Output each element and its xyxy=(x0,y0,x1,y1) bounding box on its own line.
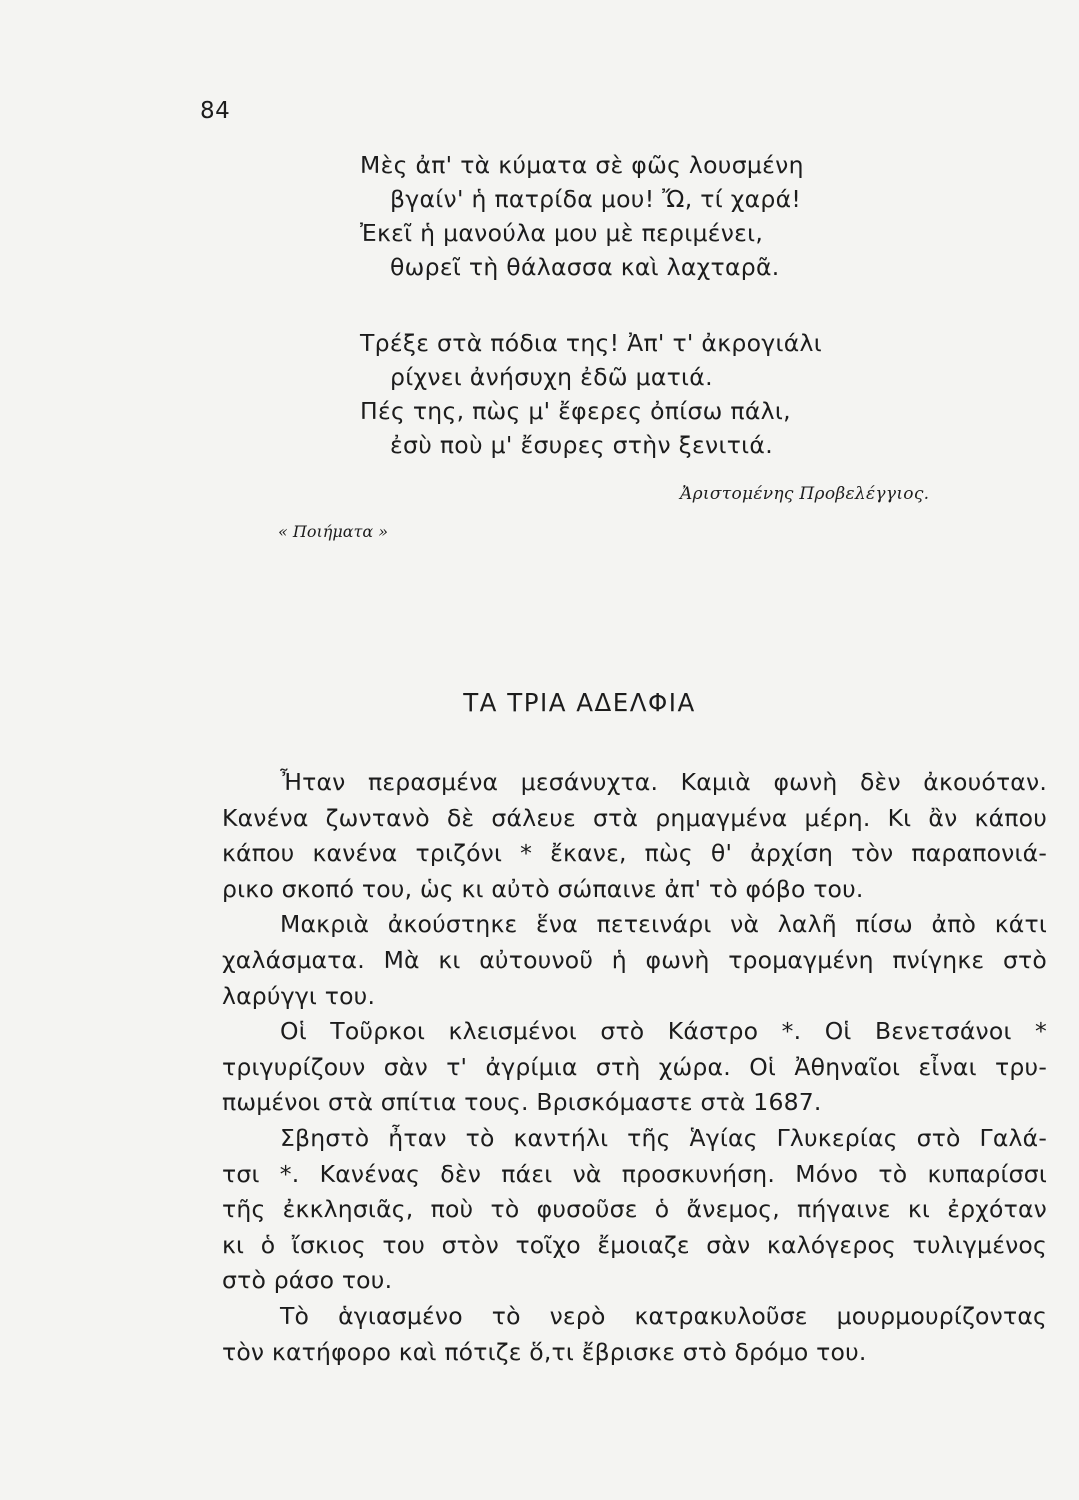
story-title: ΤΑ ΤΡΙΑ ΑΔΕΛΦΙΑ xyxy=(463,688,696,717)
prose-line: Σβηστὸ ἦταν τὸ καντήλι τῆς Ἁγίας Γλυκερίας στὸ Γαλά- xyxy=(280,1123,1047,1152)
prose-line: κι ὁ ἴσκιος του στὸν τοῖχο ἔμοιαζε σὰν καλόγερος τυλιγμένος xyxy=(222,1230,1047,1259)
poem-author: Ἀριστομένης Προβελέγγιος. xyxy=(680,484,930,504)
poem-stanza-2 xyxy=(360,326,920,462)
poem-line: Μὲς ἀπ' τὰ κύματα σὲ φῶς λουσμένη xyxy=(360,151,804,179)
prose-line: τῆς ἐκκλησιᾶς, ποὺ τὸ φυσοῦσε ὁ ἄνεμος, πήγαινε κι ἐρχόταν xyxy=(222,1195,1047,1224)
prose-line: τριγυρίζουν σὰν τ' ἀγρίμια στὴ χώρα. Οἱ Ἀθηναῖοι εἶναι τρυ- xyxy=(222,1052,1047,1081)
poem-line: ἐσὺ ποὺ μ' ἔσυρες στὴν ξενιτιά. xyxy=(390,431,773,459)
prose-line: χαλάσματα. Μὰ κι αὐτουνοῦ ἡ φωνὴ τρομαγμένη πνίγηκε στὸ xyxy=(222,945,1047,974)
prose-line: Κανένα ζωντανὸ δὲ σάλευε στὰ ρημαγμένα μέρη. Κι ἂν κάπου xyxy=(222,803,1047,832)
poem-line: θωρεῖ τὴ θάλασσα καὶ λαχταρᾶ. xyxy=(390,253,780,281)
prose-line: κάπου κανένα τριζόνι * ἔκανε, πὼς θ' ἀρχίση τὸν παραπονιά- xyxy=(222,839,1047,868)
poem-source: « Ποιήματα » xyxy=(278,522,389,541)
prose-line: Οἱ Τοῦρκοι κλεισμένοι στὸ Κάστρο *. Οἱ Βενετσάνοι * xyxy=(280,1017,1047,1046)
prose-line: πωμένοι στὰ σπίτια τους. Βρισκόμαστε στὰ 1687. xyxy=(222,1088,822,1117)
prose-line: Τὸ ἁγιασμένο τὸ νερὸ κατρακυλοῦσε μουρμουρίζοντας xyxy=(280,1301,1047,1330)
poem xyxy=(360,148,920,504)
prose-line: Μακριὰ ἀκούστηκε ἕνα πετεινάρι νὰ λαλῆ πίσω ἀπὸ κάτι xyxy=(280,910,1047,939)
story-body xyxy=(222,765,1047,1370)
prose-line: ρικο σκοπό του, ὡς κι αὐτὸ σώπαινε ἀπ' τὸ φόβο του. xyxy=(222,874,864,903)
prose-line: Ἦταν περασμένα μεσάνυχτα. Καμιὰ φωνὴ δὲν ἀκουόταν. xyxy=(280,768,1047,796)
poem-line: Τρέξε στὰ πόδια της! Ἀπ' τ' ἀκρογιάλι xyxy=(360,329,822,357)
poem-line: βγαίν' ἡ πατρίδα μου! Ὤ, τί χαρά! xyxy=(390,185,802,213)
poem-line: Πές της, πὼς μ' ἔφερες ὀπίσω πάλι, xyxy=(360,397,791,425)
prose-line: στὸ ράσο του. xyxy=(222,1266,393,1295)
page-number: 84 xyxy=(200,98,231,124)
poem-line: Ἐκεῖ ἡ μανούλα μου μὲ περιμένει, xyxy=(360,219,764,247)
poem-stanza-1 xyxy=(360,148,920,284)
prose-line: τσι *. Κανένας δὲν πάει νὰ προσκυνήση. Μόνο τὸ κυπαρίσσι xyxy=(222,1159,1047,1188)
prose-line: λαρύγγι του. xyxy=(222,981,376,1010)
prose-line: τὸν κατήφορο καὶ πότιζε ὅ,τι ἔβρισκε στὸ δρόμο του. xyxy=(222,1337,867,1366)
poem-line: ρίχνει ἀνήσυχη ἐδῶ ματιά. xyxy=(390,363,713,391)
